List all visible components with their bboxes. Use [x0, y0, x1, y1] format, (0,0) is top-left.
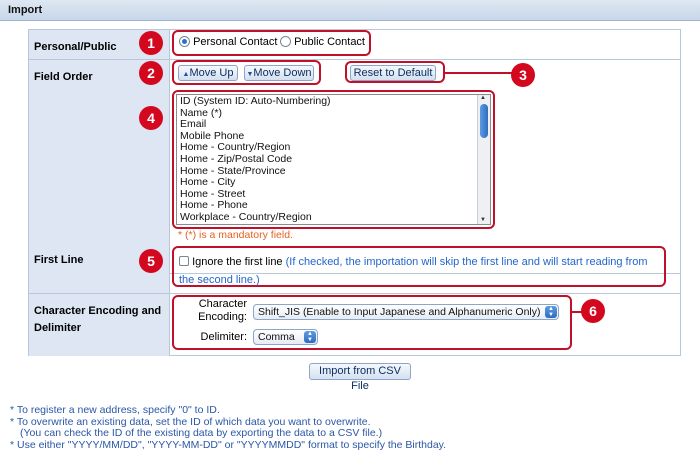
- ignore-first-line-option[interactable]: [179, 253, 663, 289]
- field-list: [180, 96, 476, 225]
- field-list-item[interactable]: Mobile Phone: [180, 129, 245, 142]
- field-list-item[interactable]: Home - Street: [180, 187, 246, 200]
- field-list-item[interactable]: Name (*): [180, 106, 223, 119]
- field-list-item[interactable]: Home - Zip/Postal Code: [180, 152, 293, 165]
- page-title: Import: [8, 4, 43, 16]
- scroll-thumb[interactable]: [480, 104, 488, 138]
- personal-contact-option[interactable]: [179, 36, 277, 48]
- move-up-button[interactable]: ▲Move Up: [178, 65, 238, 81]
- encoding-select[interactable]: Shift_JIS (Enable to Input Japanese and Alphanumeric Only) ▲ ▼: [253, 304, 559, 320]
- import-header: [0, 0, 700, 21]
- callout-3-connector: [445, 72, 512, 74]
- note-item: * To overwrite an existing data, set the ID of which data you want to overwrite.: [10, 415, 371, 428]
- first-line-hint: (If checked, the importation will skip the first line and will start reading from the second line.): [179, 256, 648, 286]
- callout-6: 6: [581, 299, 605, 323]
- note-item: * To register a new address, specify "0" to ID.: [10, 404, 220, 416]
- field-list-item[interactable]: Home - Country/Region: [180, 141, 291, 154]
- select-arrows-icon: ▲ ▼: [304, 331, 316, 343]
- mandatory-note: * (*) is a mandatory field.: [178, 229, 293, 241]
- field-order-listbox[interactable]: [176, 94, 491, 225]
- scroll-down-icon[interactable]: ▼: [480, 217, 486, 223]
- notes: [10, 405, 446, 451]
- callout-3: 3: [511, 63, 535, 87]
- note-item: (You can check the ID of the existing data by exporting the data to a CSV file.): [20, 427, 383, 439]
- character-encoding-label: Character Encoding:: [198, 298, 247, 323]
- field-list-item[interactable]: [180, 224, 476, 225]
- delimiter-label: Delimiter:: [200, 331, 247, 343]
- first-line-label: First Line: [29, 244, 170, 293]
- field-order-label: Field Order: [29, 60, 170, 273]
- field-list-item[interactable]: ID (System ID: Auto-Numbering): [180, 95, 331, 107]
- public-contact-option[interactable]: [280, 36, 365, 48]
- field-list-item[interactable]: Home - City: [180, 176, 236, 189]
- callout-1: 1: [139, 31, 163, 55]
- radio-icon[interactable]: [280, 36, 291, 47]
- import-from-csv-button[interactable]: Import from CSV File: [309, 363, 411, 380]
- callout-2: 2: [139, 61, 163, 85]
- encoding-label: Character Encoding and Delimiter: [29, 294, 170, 356]
- personal-contact-label: Personal Contact: [193, 36, 278, 48]
- reset-to-default-button[interactable]: Reset to Default: [350, 65, 436, 81]
- listbox-scrollbar[interactable]: [477, 95, 490, 224]
- arrow-down-icon: ▼: [246, 71, 254, 78]
- arrow-up-icon: ▲: [182, 71, 190, 78]
- scroll-up-icon[interactable]: ▲: [480, 95, 486, 101]
- ignore-first-line-label: Ignore the first line: [192, 256, 283, 268]
- select-arrows-icon: ▲ ▼: [545, 306, 557, 318]
- note-item: * Use either "YYYY/MM/DD", "YYYY-MM-DD" or "YYYYMMDD" format to specify the Birthday.: [10, 438, 447, 451]
- field-list-item[interactable]: Home - State/Province: [180, 164, 286, 177]
- field-list-item[interactable]: Email: [180, 118, 207, 131]
- radio-icon-selected[interactable]: [179, 36, 190, 47]
- ignore-first-line-checkbox[interactable]: [179, 256, 189, 266]
- field-list-item[interactable]: Workplace - Country/Region: [180, 210, 312, 223]
- callout-4: 4: [139, 106, 163, 130]
- delimiter-select[interactable]: Comma ▲ ▼: [253, 329, 318, 345]
- public-contact-label: Public Contact: [294, 36, 365, 48]
- field-list-item[interactable]: Home - Phone: [180, 199, 248, 212]
- callout-5: 5: [139, 249, 163, 273]
- move-down-button[interactable]: ▼Move Down: [244, 65, 314, 81]
- personal-public-label: Personal/Public: [29, 30, 170, 59]
